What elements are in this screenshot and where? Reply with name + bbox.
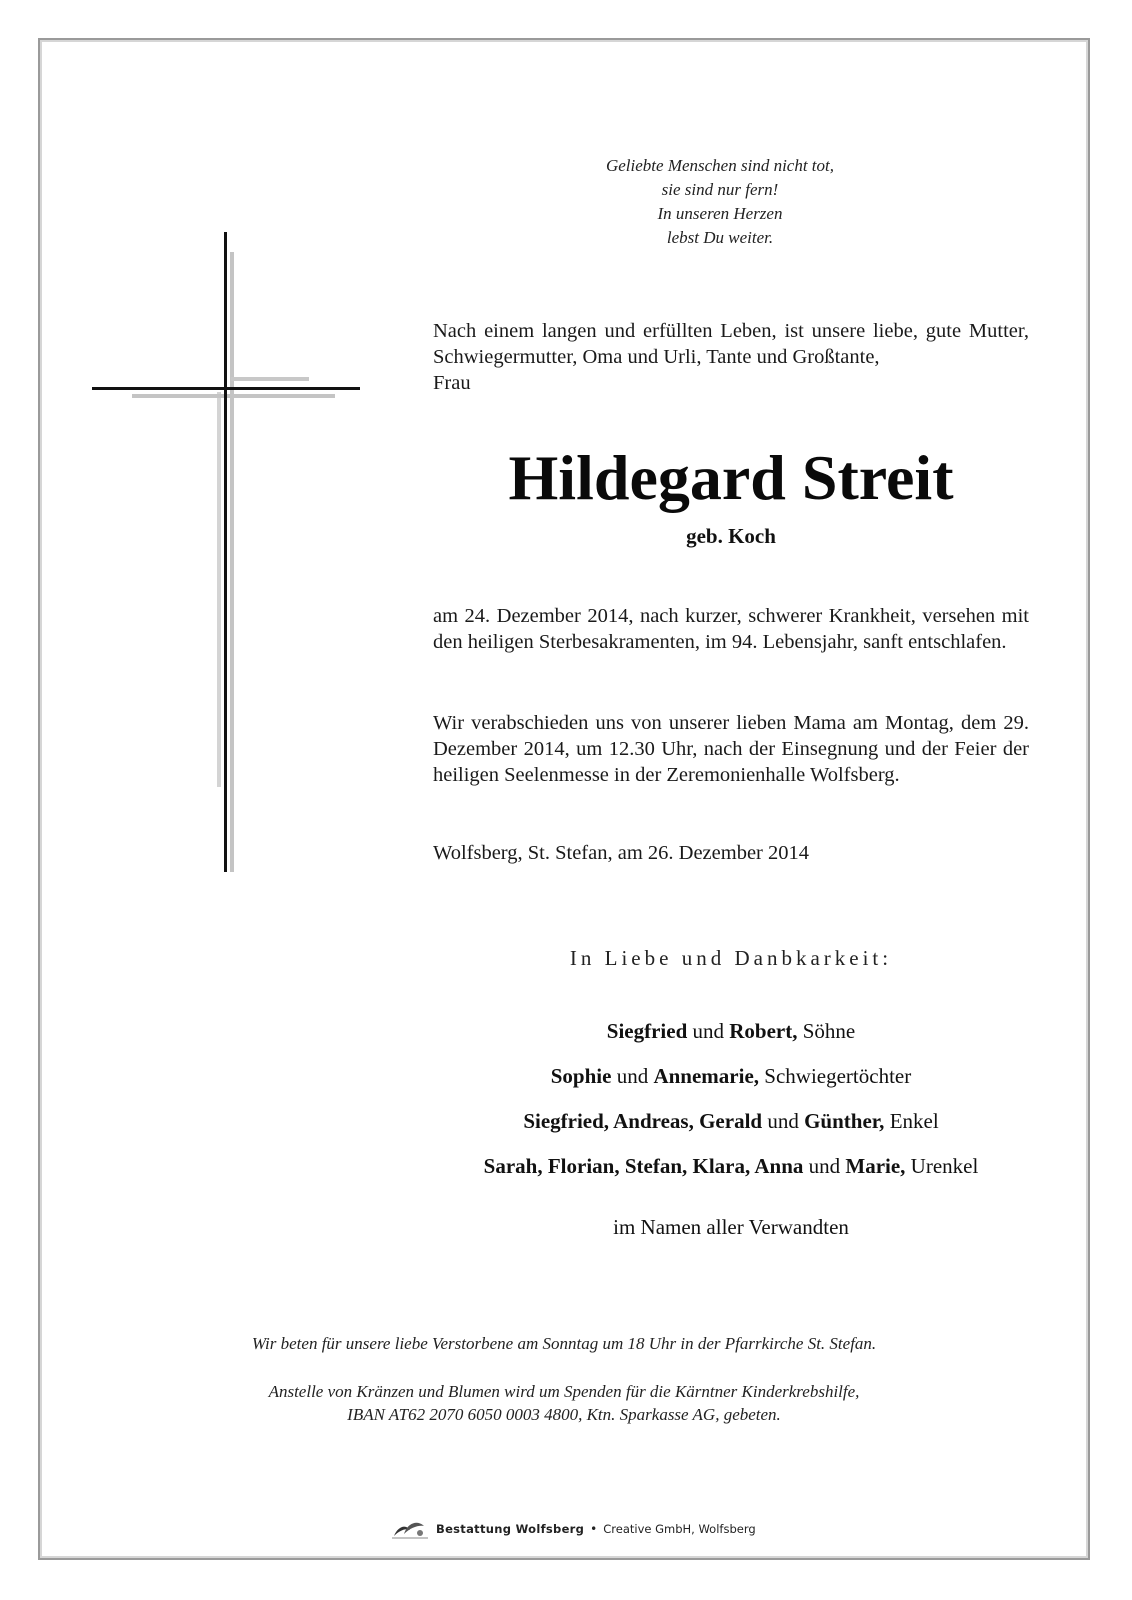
quote-line: Geliebte Menschen sind nicht tot, bbox=[605, 156, 835, 175]
prayer-note: Wir beten für unsere liebe Verstorbene am Sonntag um 18 Uhr in der Pfarrkirche St. Stefan. bbox=[251, 1334, 877, 1353]
death-notice-text: am 24. Dezember 2014, nach kurzer, schwerer Krankheit, versehen mit den heiligen Sterbesakramenten, im 94. Lebensjahr, sanft entschlafen. bbox=[433, 605, 1029, 653]
deceased-name: Hildegard Streit bbox=[508, 442, 954, 513]
family-name: Robert, bbox=[729, 1019, 798, 1043]
maiden-name: geb. Koch bbox=[686, 524, 776, 548]
quote-line: lebst Du weiter. bbox=[666, 228, 774, 247]
quote-line: In unseren Herzen bbox=[657, 204, 783, 223]
family-row-daughters-in-law bbox=[433, 1064, 1029, 1089]
family-role: Schwiegertöchter bbox=[764, 1064, 912, 1088]
family-names: Sarah, Florian, Stefan, Klara, Anna bbox=[483, 1154, 804, 1178]
family-name: Siegfried bbox=[606, 1019, 688, 1043]
farewell-text: Wir verabschieden uns von unserer lieben Mama am Montag, dem 29. Dezember 2014, um 12.30 Uhr, nach der Einsegnung und der Feier der heiligen Seelenmesse in der Zeremonienhalle Wolfsberg. bbox=[433, 712, 1029, 786]
footer-brand: Bestattung Wolfsberg bbox=[436, 1522, 585, 1536]
footer-credit bbox=[390, 1514, 756, 1544]
intro-salutation: Frau bbox=[433, 372, 471, 394]
family-row-sons bbox=[433, 1019, 1029, 1044]
intro-text: Nach einem langen und erfüllten Leben, ist unsere liebe, gute Mutter, Schwiegermutter, Oma und Urli, Tante und Großtante, bbox=[433, 320, 1029, 368]
donation-line: Anstelle von Kränzen und Blumen wird um Spenden für die Kärntner Kinderkrebshilfe, bbox=[268, 1382, 860, 1401]
donation-note bbox=[120, 1380, 1008, 1426]
conjunction: und bbox=[616, 1064, 649, 1088]
donation-line: IBAN AT62 2070 6050 0003 4800, Ktn. Sparkasse AG, gebeten. bbox=[347, 1405, 781, 1424]
family-names: Siegfried, Andreas, Gerald bbox=[523, 1109, 763, 1133]
leaf-logo-icon bbox=[390, 1516, 430, 1542]
family-name: Sophie bbox=[550, 1064, 612, 1088]
family-role: Enkel bbox=[889, 1109, 939, 1133]
place-date: Wolfsberg, St. Stefan, am 26. Dezember 2014 bbox=[433, 842, 809, 864]
conjunction: und bbox=[767, 1109, 799, 1133]
family-role: Urenkel bbox=[910, 1154, 979, 1178]
family-row-great-grandchildren bbox=[433, 1154, 1029, 1179]
family-name: Annemarie, bbox=[653, 1064, 760, 1088]
conjunction: und bbox=[808, 1154, 841, 1178]
relatives-line: im Namen aller Verwandten bbox=[613, 1215, 849, 1239]
family-row-grandchildren bbox=[433, 1109, 1029, 1134]
thanks-heading: In Liebe und Danbkarkeit: bbox=[569, 946, 893, 970]
family-role: Söhne bbox=[802, 1019, 856, 1043]
family-name: Günther, bbox=[804, 1109, 885, 1133]
footer-company: Creative GmbH, Wolfsberg bbox=[603, 1522, 756, 1536]
family-name: Marie, bbox=[845, 1154, 906, 1178]
quote-line: sie sind nur fern! bbox=[661, 180, 779, 199]
conjunction: und bbox=[692, 1019, 724, 1043]
footer-separator: • bbox=[590, 1522, 598, 1536]
memorial-quote bbox=[560, 154, 880, 250]
